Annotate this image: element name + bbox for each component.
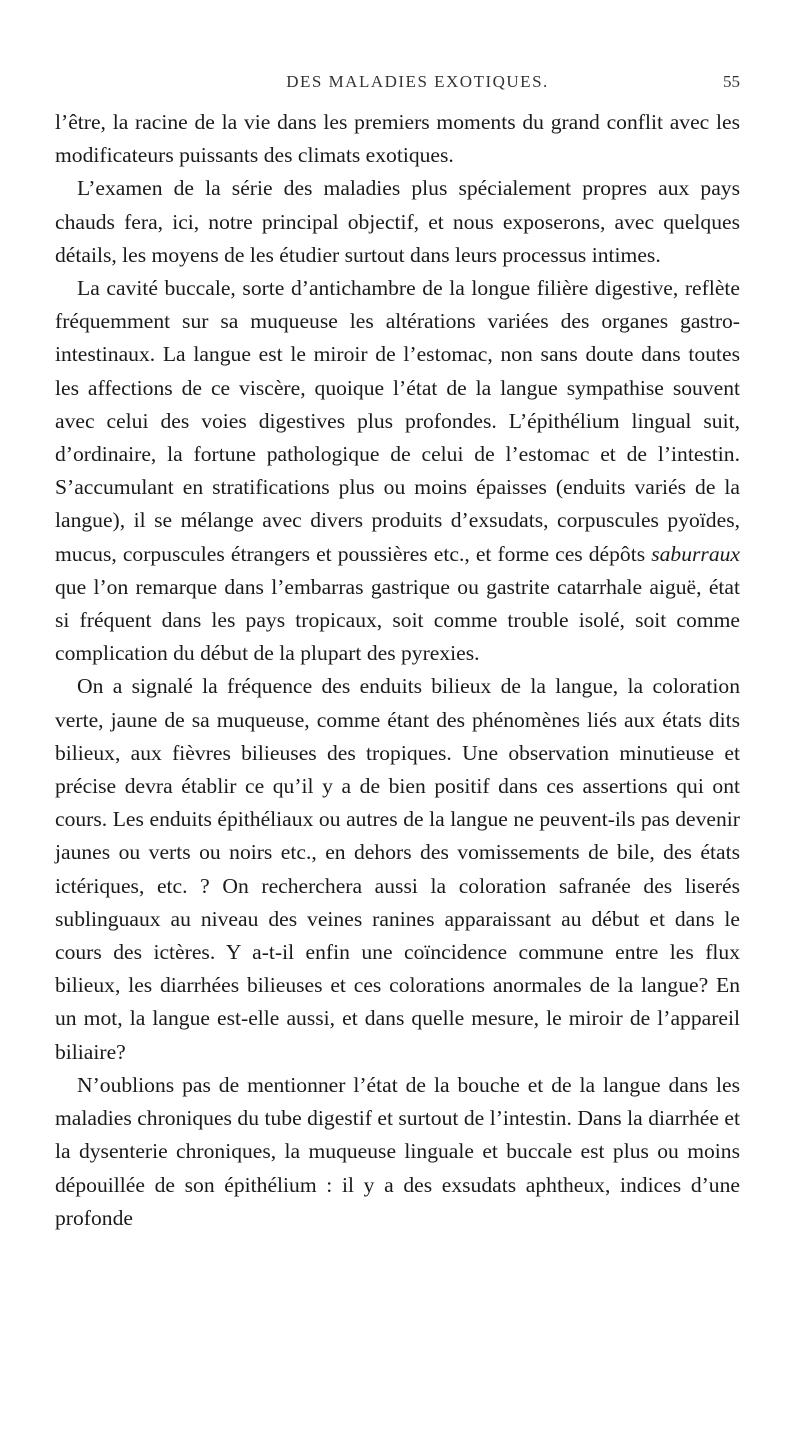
paragraph-cavite-buccale-part-2: que l’on remarque dans l’embarras gastrique ou gastrite catarrhale aiguë, état si fréquent dans les pays tropicaux, soit comme trouble isolé, soit comme complication du début de la plupart des pyrexies.	[55, 574, 740, 666]
page-number: 55	[723, 72, 740, 91]
page-header	[55, 72, 740, 106]
emphasized-word-saburraux: saburraux	[651, 541, 740, 566]
paragraph-continuation: l’être, la racine de la vie dans les premiers moments du grand conflit avec les modificateurs puissants des climats exotiques.	[55, 110, 740, 168]
running-title: DES MALADIES EXOTIQUES.	[286, 72, 549, 91]
paragraph-examen: L’examen de la série des maladies plus spécialement propres aux pays chauds fera, ici, notre principal objectif, et nous exposerons, avec quelques détails, les moyens de les étudier surtout dans leurs processus intimes.	[55, 176, 740, 267]
paragraph-enduits-bilieux: On a signalé la fréquence des enduits bilieux de la langue, la coloration verte, jaune de sa muqueuse, comme étant des phénomènes liés aux états dits bilieux, aux fièvres bilieuses des tropiques. Une observation minutieuse et précise devra établir ce qu’il y a de bien positif dans ces assertions qui ont cours. Les enduits épithéliaux ou autres de la langue ne peuvent-ils pas devenir jaunes ou verts ou noirs etc., en dehors des vomissements de bile, des états ictériques, etc. ? On recherchera aussi la coloration safranée des liserés sublinguaux au niveau des veines ranines apparaissant au début et dans le cours des ictères. Y a-t-il enfin une coïncidence commune entre les flux bilieux, les diarrhées bilieuses et ces colorations anormales de la langue? En un mot, la langue est-elle aussi, et dans quelle mesure, le miroir de l’appareil biliaire?	[55, 674, 740, 1064]
paragraph-cavite-buccale	[55, 272, 740, 670]
body-text	[55, 106, 740, 1235]
paragraph-cavite-buccale-part-1: La cavité buccale, sorte d’antichambre de la longue filière digestive, reflète fréquemment sur sa muqueuse les altérations variées des organes gastro-intestinaux. La langue est le miroir de l’estomac, non sans doute dans toutes les affections de ce viscère, quoique l’état de la langue sympathise souvent avec celui des voies digestives plus profondes. L’épithélium lingual suit, d’ordinaire, la fortune pathologique de celui de l’estomac et de l’intestin. S’accumulant en stratifications plus ou moins épaisses (enduits variés de la langue), il se mélange avec divers produits d’exsudats, corpuscules pyoïdes, mucus, corpuscules étrangers et poussières etc., et forme ces dépôts	[55, 276, 740, 566]
book-page	[55, 72, 740, 1235]
paragraph-maladies-chroniques: N’oublions pas de mentionner l’état de la bouche et de la langue dans les maladies chroniques du tube digestif et surtout de l’intestin. Dans la diarrhée et la dysenterie chroniques, la muqueuse linguale et buccale est plus ou moins dépouillée de son épithélium : il y a des exsudats aphtheux, indices d’une profonde	[55, 1072, 740, 1230]
